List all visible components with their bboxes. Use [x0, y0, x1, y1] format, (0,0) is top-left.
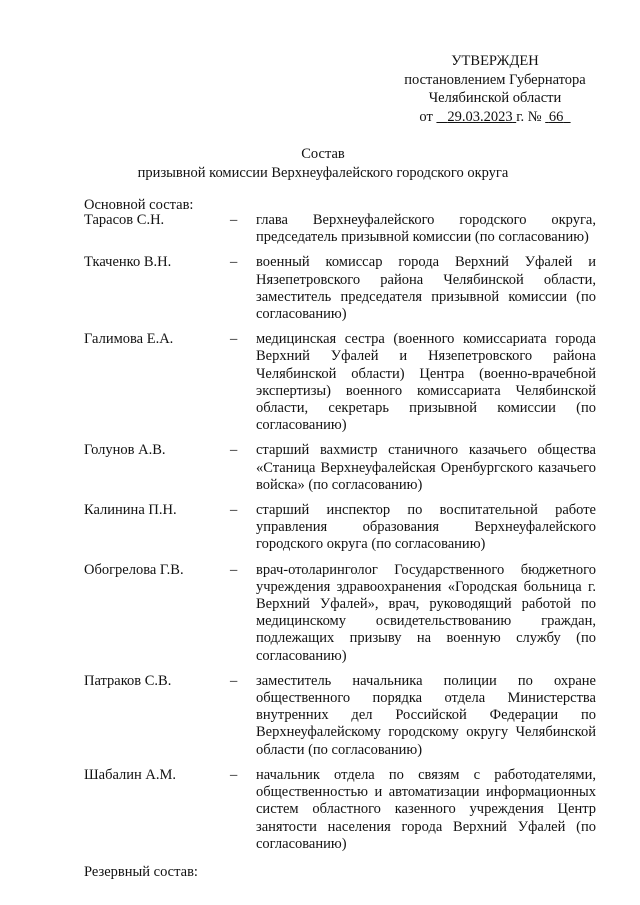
main-section-label: Основной состав:	[84, 197, 194, 213]
approval-issuer: постановлением Губернатора	[404, 71, 586, 88]
member-description: глава Верхнеуфалейского городского округа, председатель призывной комиссии (по согласованию)	[256, 212, 596, 246]
document-title	[40, 145, 606, 183]
member-name: Тарасов С.Н.	[84, 212, 165, 228]
member-dash: –	[230, 331, 238, 348]
member-dash: –	[230, 254, 238, 271]
date-prefix: от	[419, 108, 433, 125]
member-description: медицинская сестра (военного комиссариата города Верхний Уфалей и Нязепетровского района Челябинской области) Центра (военно-врачебной экспертизы) военного комиссариата Челябинской области, секретарь призывной комиссии (по согласованию)	[256, 331, 596, 434]
member-name: Обогрелова Г.В.	[84, 561, 184, 578]
member-row	[84, 767, 596, 853]
approval-title: УТВЕРЖДЕН	[451, 53, 539, 69]
member-row	[84, 442, 596, 494]
approval-number: 66	[548, 108, 564, 125]
member-description: начальник отдела по связям с работодателями, общественностью и автоматизации информационных систем областного казенного учреждения Центр занятости населения города Верхний Уфалей (по согласованию)	[256, 766, 596, 852]
member-row	[84, 673, 596, 759]
approval-date: 29.03.2023	[447, 108, 513, 125]
member-dash: –	[230, 442, 238, 459]
year-suffix: г. №	[516, 108, 542, 125]
member-description: заместитель начальника полиции по охране общественного порядка отдела Министерства внутренних дел Российской Федерации по Верхнеуфалейскому городскому округу Челябинской области (по согласованию)	[256, 672, 596, 758]
member-name: Шабалин А.М.	[84, 766, 176, 783]
members-list	[84, 212, 596, 861]
member-dash: –	[230, 766, 238, 783]
member-row	[84, 212, 596, 246]
approval-stamp	[380, 52, 610, 126]
member-description: врач-отоларинголог Государственного бюджетного учреждения здравоохранения «Городская больница г. Верхний Уфалей», врач, руководящий работой по медицинскому освидетельствованию граждан, подлежащих призыву на военную службу (по согласованию)	[256, 561, 596, 664]
member-description: старший вахмистр станичного казачьего общества «Станица Верхнеуфалейская Оренбургского казачьего войска» (по согласованию)	[256, 442, 596, 493]
member-dash: –	[230, 502, 238, 519]
reserve-section-label: Резервный состав:	[84, 864, 198, 880]
title-subheading: призывной комиссии Верхнеуфалейского городского округа	[137, 165, 509, 181]
approval-region: Челябинской области	[428, 90, 562, 106]
member-name: Патраков С.В.	[84, 672, 172, 689]
member-dash: –	[230, 212, 238, 228]
member-name: Калинина П.Н.	[84, 502, 177, 519]
member-name: Голунов А.В.	[84, 442, 166, 459]
approval-date-line	[380, 108, 610, 127]
member-row	[84, 331, 596, 434]
member-dash: –	[230, 561, 238, 578]
member-name: Галимова Е.А.	[84, 331, 174, 348]
member-row	[84, 254, 596, 323]
member-description: старший инспектор по воспитательной работе управления образования Верхнеуфалейского городского округа (по согласованию)	[256, 502, 596, 553]
member-row	[84, 502, 596, 554]
member-name: Ткаченко В.Н.	[84, 254, 172, 271]
member-description: военный комиссар города Верхний Уфалей и Нязепетровского района Челябинской области, заместитель председателя призывной комиссии (по согласованию)	[256, 254, 596, 323]
title-heading: Состав	[301, 146, 345, 162]
member-dash: –	[230, 672, 238, 689]
member-row	[84, 562, 596, 665]
